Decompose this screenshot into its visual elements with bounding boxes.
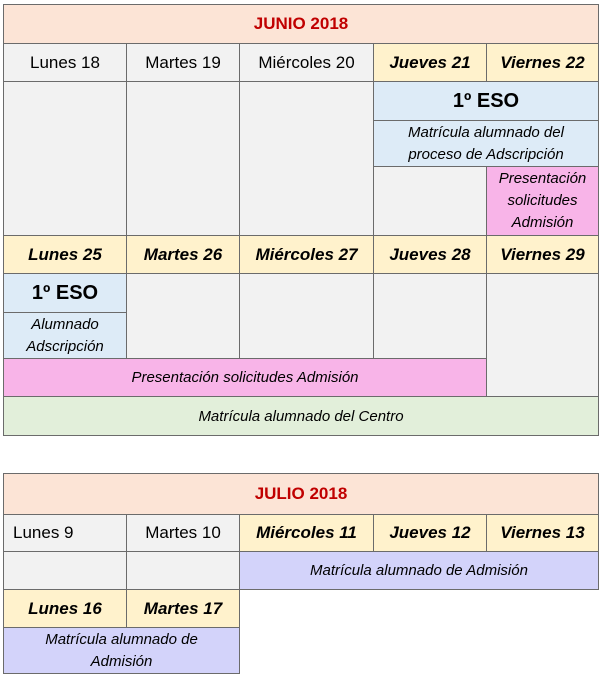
julio-title: JULIO 2018 — [3, 473, 599, 515]
eso-label: 1º ESO — [373, 81, 599, 121]
empty-cell — [239, 273, 374, 359]
day-header: Lunes 16 — [3, 589, 127, 628]
presentacion-admision-bar: Presentación solicitudes Admisión — [3, 358, 487, 397]
day-header: Jueves 12 — [373, 514, 487, 552]
day-header: Lunes 18 — [3, 43, 127, 82]
day-header: Viernes 13 — [486, 514, 599, 552]
empty-cell — [373, 166, 487, 236]
day-header: Martes 10 — [126, 514, 240, 552]
presentacion-admision-event: Presentación solicitudes Admisión — [486, 166, 599, 236]
day-header: Jueves 21 — [373, 43, 487, 82]
day-header: Martes 19 — [126, 43, 240, 82]
day-header: Lunes 9 — [3, 514, 127, 552]
matricula-admision-event: Matrícula alumnado de Admisión — [3, 627, 240, 674]
day-header: Viernes 29 — [486, 235, 599, 274]
matricula-centro-bar: Matrícula alumnado del Centro — [3, 396, 599, 436]
day-header: Martes 26 — [126, 235, 240, 274]
empty-cell — [126, 81, 240, 236]
empty-cell — [126, 273, 240, 359]
junio-title: JUNIO 2018 — [3, 4, 599, 44]
eso-label: 1º ESO — [3, 273, 127, 313]
empty-cell — [486, 273, 599, 397]
empty-cell — [126, 551, 240, 590]
day-header: Miércoles 27 — [239, 235, 374, 274]
empty-cell — [3, 81, 127, 236]
empty-cell — [239, 81, 374, 236]
empty-cell — [3, 551, 127, 590]
alumnado-adscripcion-event: Alumnado Adscripción — [3, 312, 127, 359]
day-header: Miércoles 11 — [239, 514, 374, 552]
day-header: Lunes 25 — [3, 235, 127, 274]
matricula-admision-bar: Matrícula alumnado de Admisión — [239, 551, 599, 590]
empty-cell — [373, 273, 487, 359]
day-header: Viernes 22 — [486, 43, 599, 82]
day-header: Miércoles 20 — [239, 43, 374, 82]
matricula-adscripcion-event: Matrícula alumnado del proceso de Adscripción — [373, 120, 599, 167]
day-header: Jueves 28 — [373, 235, 487, 274]
day-header: Martes 17 — [126, 589, 240, 628]
